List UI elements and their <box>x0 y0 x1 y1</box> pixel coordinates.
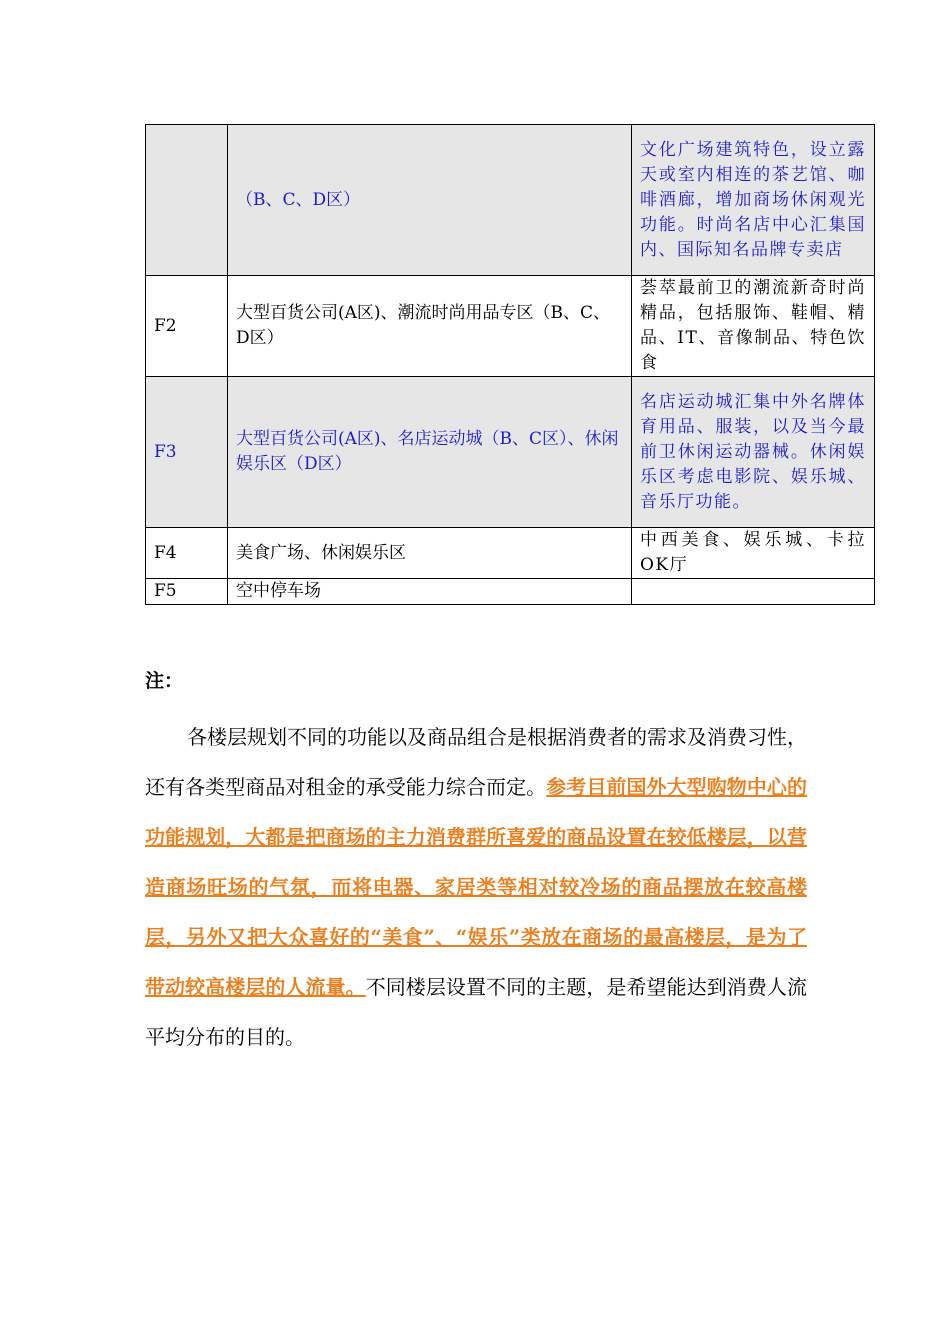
description-cell: 文化广场建筑特色，设立露天或室内相连的茶艺馆、咖啡酒廊，增加商场休闲观光功能。时尚名店中心汇集国内、国际知名品牌专卖店 <box>632 125 875 276</box>
floor-cell: F3 <box>146 377 228 528</box>
note-text-highlight: 参考目前国外大型购物中心的功能规划，大都是把商场的主力消费群所喜爱的商品设置在较低楼层，以营造商场旺场的气氛，而将电器、家居类等相对较冷场的商品摆放在较高楼层，另外又把大众喜好的“美食”、“娱乐”类放在商场的最高楼层，是为了带动较高楼层的人流量。 <box>145 775 807 999</box>
table-row <box>146 528 875 579</box>
table-row <box>146 276 875 377</box>
note-paragraph <box>145 712 807 1062</box>
note-text-after: 不同楼层设置不同的主题，是希望能达到消费人流平均分布的目的。 <box>145 975 807 1049</box>
table-row <box>146 377 875 528</box>
description-cell: 名店运动城汇集中外名牌体育用品、服装，以及当今最前卫休闲运动器械。休闲娱乐区考虑电影院、娱乐城、音乐厅功能。 <box>632 377 875 528</box>
function-cell: （B、C、D区） <box>228 125 632 276</box>
note-text-before: 各楼层规划不同的功能以及商品组合是根据消费者的需求及消费习性，还有各类型商品对租金的承受能力综合而定。 <box>145 725 807 799</box>
function-cell: 大型百货公司(A区)、潮流时尚用品专区（B、C、D区） <box>228 276 632 377</box>
table-row <box>146 125 875 276</box>
floor-plan-table <box>145 124 875 605</box>
floor-cell <box>146 125 228 276</box>
note-title: 注： <box>145 670 184 692</box>
function-cell: 美食广场、休闲娱乐区 <box>228 528 632 579</box>
description-cell <box>632 579 875 605</box>
floor-cell: F4 <box>146 528 228 579</box>
table-row <box>146 579 875 605</box>
floor-cell: F5 <box>146 579 228 605</box>
description-cell: 荟萃最前卫的潮流新奇时尚精品，包括服饰、鞋帽、精品、IT、音像制品、特色饮食 <box>632 276 875 377</box>
description-cell: 中西美食、娱乐城、卡拉OK厅 <box>632 528 875 579</box>
floor-cell: F2 <box>146 276 228 377</box>
function-cell: 大型百货公司(A区)、名店运动城（B、C区）、休闲娱乐区（D区） <box>228 377 632 528</box>
function-cell: 空中停车场 <box>228 579 632 605</box>
